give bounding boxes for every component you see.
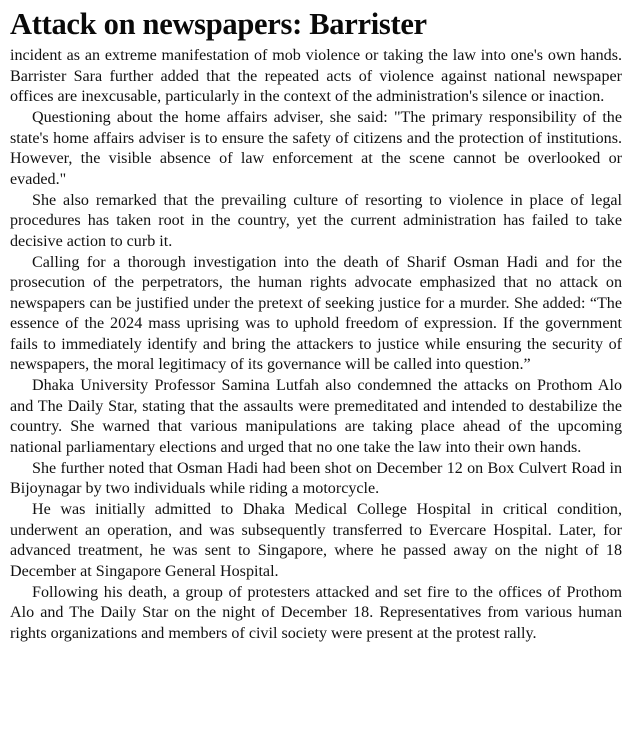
paragraph: incident as an extreme manifestation of mob violence or taking the law into one's own hands. Barrister Sara further added that the repeated acts of violence against national newspaper offices are inexcusable, particularly in the context of the administration's silence or inaction. <box>10 47 622 106</box>
paragraph: Calling for a thorough investigation into the death of Sharif Osman Hadi and for the prosecution of the perpetrators, the human rights advocate emphasized that no attack on newspapers can be justified under the pretext of seeking justice for a murder. She added: “The essence of the 2024 mass uprising was to uphold freedom of expression. If the government fails to immediately identify and bring the attackers to justice while ensuring the security of newspapers, the moral legitimacy of its governance will be called into question.” <box>10 253 622 374</box>
article-body <box>10 46 622 644</box>
page-title: Attack on newspapers: Barrister <box>10 7 427 41</box>
paragraph: She also remarked that the prevailing culture of resorting to violence in place of legal procedures has taken root in the country, yet the current administration has failed to take decisive action to curb it. <box>10 191 622 250</box>
paragraph: Following his death, a group of protesters attacked and set fire to the offices of Prothom Alo and The Daily Star on the night of December 18. Representatives from various human rights organizations and members of civil society were present at the protest rally. <box>10 583 622 642</box>
paragraph: She further noted that Osman Hadi had been shot on December 12 on Box Culvert Road in Bijoynagar by two individuals while riding a motorcycle. <box>10 459 622 498</box>
paragraph: Dhaka University Professor Samina Lutfah also condemned the attacks on Prothom Alo and The Daily Star, stating that the assaults were premeditated and intended to destabilize the country. She warned that various manipulations are taking place ahead of the upcoming national parliamentary elections and urged that no one take the law into their own hands. <box>10 377 622 456</box>
paragraph: Questioning about the home affairs adviser, she said: "The primary responsibility of the state's home affairs adviser is to ensure the safety of citizens and the protection of institutions. However, the visible absence of law enforcement at the scene cannot be overlooked or evaded." <box>10 109 622 188</box>
paragraph: He was initially admitted to Dhaka Medical College Hospital in critical condition, underwent an operation, and was subsequently transferred to Evercare Hospital. Later, for advanced treatment, he was sent to Singapore, where he passed away on the night of 18 December at Singapore General Hospital. <box>10 501 622 580</box>
